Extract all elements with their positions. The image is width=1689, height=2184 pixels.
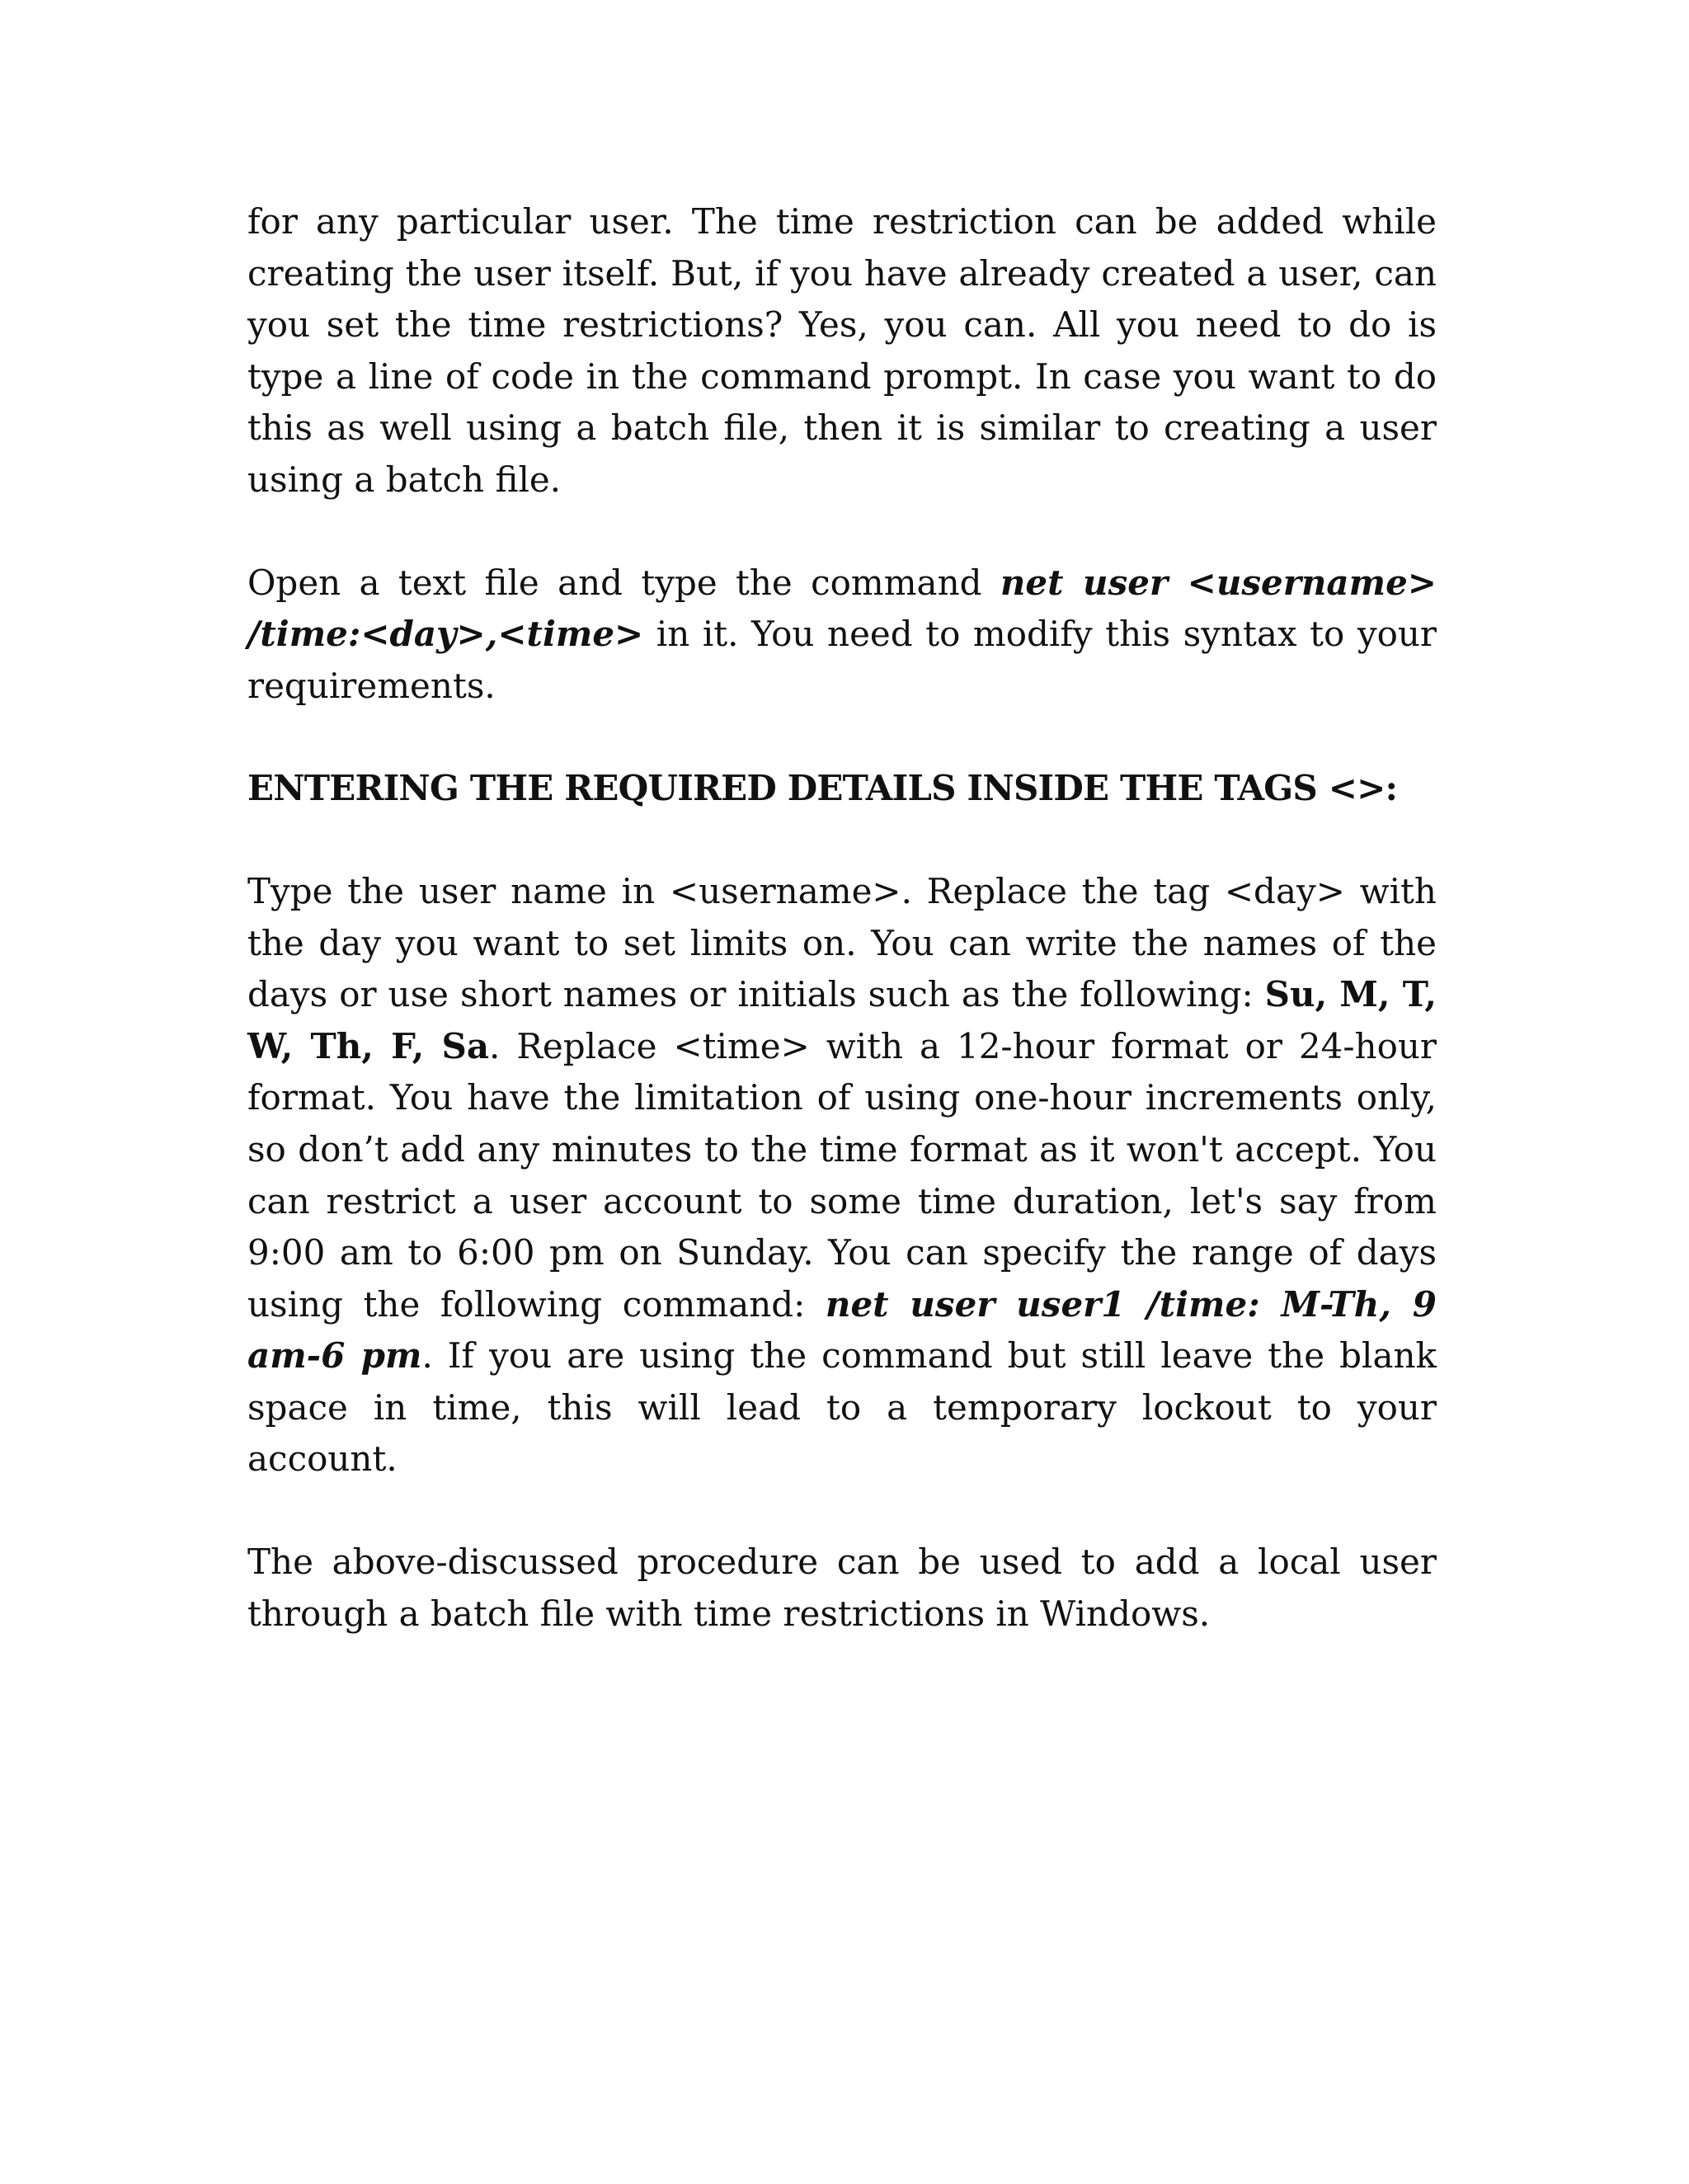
time-range-command: net user user1 /time: M-Th, 9 am-6 pm xyxy=(247,1283,1437,1377)
document-body xyxy=(247,196,1437,1691)
paragraph-text-before-command: Open a text file and type the command xyxy=(247,562,1000,603)
net-user-command-syntax: net user <username> /time:<day>,<time> xyxy=(247,562,1437,655)
paragraph-text-after-command: in it. You need to modify this syntax to your requirements. xyxy=(247,614,1437,706)
day-initials: Su, M, T, W, Th, F, Sa xyxy=(247,974,1437,1066)
paragraph-procedure-summary: The above-discussed procedure can be used to add a local user through a batch file with time restrictions in Windows. xyxy=(247,1542,1437,1634)
paragraph-tag-instructions xyxy=(247,866,1437,1485)
section-heading-required-details: ENTERING THE REQUIRED DETAILS INSIDE THE TAGS <>: xyxy=(247,768,1398,809)
tag-instructions-text-part-3: . If you are using the command but still leave the blank space in time, this will lead to a temporary lockout to your account. xyxy=(247,1335,1437,1480)
tag-instructions-text-part-1: Type the user name in <username>. Replace the tag <day> with the day you want to set limits on. You can write the names of the days or use short names or initials such as the following: xyxy=(247,870,1437,1015)
tag-instructions-text-part-2: . Replace <time> with a 12-hour format or 24-hour format. You have the limitation of using one-hour increments only, so don’t add any minutes to the time format as it won't accept. You can restrict a user account to some time duration, let's say from 9:00 am to 6:00 pm on Sunday. You can specify the range of days using the following command: xyxy=(247,1025,1437,1325)
paragraph-net-user-command xyxy=(247,558,1437,713)
paragraph-time-restriction-intro: for any particular user. The time restriction can be added while creating the user itself. But, if you have already created a user, can you set the time restrictions? Yes, you can. All you need to do is type a line of code in the command prompt. In case you want to do this as well using a batch file, then it is similar to creating a user using a batch file. xyxy=(247,201,1437,500)
